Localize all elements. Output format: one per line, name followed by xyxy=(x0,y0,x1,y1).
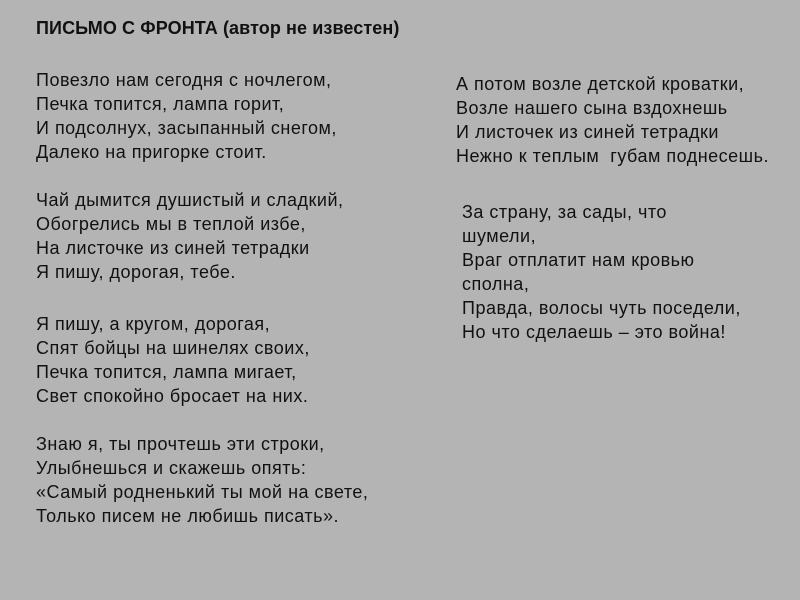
stanza-line: Я пишу, дорогая, тебе. xyxy=(36,262,236,282)
stanza-line: Обогрелись мы в теплой избе, xyxy=(36,214,306,234)
stanza-line: Печка топится, лампа мигает, xyxy=(36,362,297,382)
stanza-line: Далеко на пригорке стоит. xyxy=(36,142,267,162)
stanza-line: А потом возле детской кроватки, xyxy=(456,74,745,94)
stanza-line: Спят бойцы на шинелях своих, xyxy=(36,338,310,358)
stanza-line: сполна, xyxy=(462,274,530,294)
stanza-line: Но что сделаешь – это война! xyxy=(462,322,726,342)
stanza-line: Я пишу, а кругом, дорогая, xyxy=(36,314,271,334)
poem-title: ПИСЬМО С ФРОНТА (автор не известен) xyxy=(36,18,400,38)
stanza-3 xyxy=(36,312,310,408)
stanza-line: На листочке из синей тетрадки xyxy=(36,238,310,258)
stanza-2 xyxy=(36,188,344,284)
stanza-line: Печка топится, лампа горит, xyxy=(36,94,285,114)
stanza-line: Улыбнешься и скажешь опять: xyxy=(36,458,307,478)
stanza-line: Чай дымится душистый и сладкий, xyxy=(36,190,344,210)
stanza-line: И листочек из синей тетрадки xyxy=(456,122,719,142)
stanza-5 xyxy=(456,72,769,168)
stanza-line: И подсолнух, засыпанный снегом, xyxy=(36,118,337,138)
stanza-line: Нежно к теплым губам поднесешь. xyxy=(456,146,769,166)
stanza-line: Свет спокойно бросает на них. xyxy=(36,386,309,406)
stanza-line: За страну, за сады, что xyxy=(462,202,667,222)
stanza-line: Знаю я, ты прочтешь эти строки, xyxy=(36,434,325,454)
stanza-line: «Самый родненький ты мой на свете, xyxy=(36,482,369,502)
stanza-1 xyxy=(36,68,337,164)
stanza-line: Возле нашего сына вздохнешь xyxy=(456,98,728,118)
stanza-line: Правда, волосы чуть поседели, xyxy=(462,298,741,318)
stanza-line: Только писем не любишь писать». xyxy=(36,506,340,526)
stanza-line: Повезло нам сегодня с ночлегом, xyxy=(36,70,332,90)
stanza-line: шумели, xyxy=(462,226,537,246)
stanza-6 xyxy=(462,200,741,344)
stanza-line: Враг отплатит нам кровью xyxy=(462,250,695,270)
stanza-4 xyxy=(36,432,368,528)
